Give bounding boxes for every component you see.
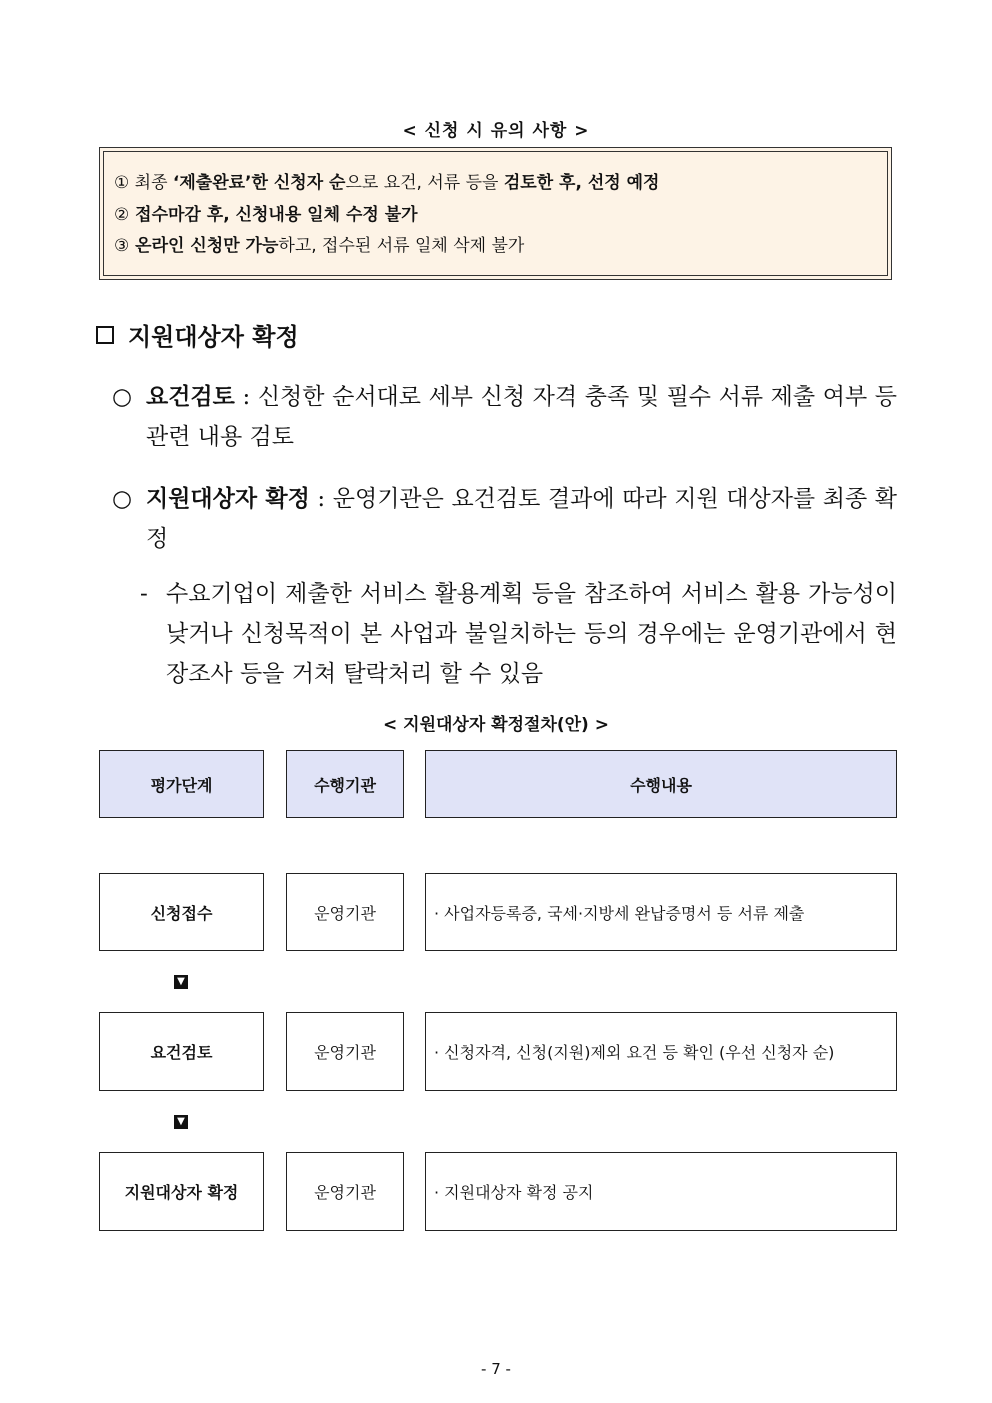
page-number: - 7 - <box>481 1360 511 1378</box>
org-cell: 운영기관 <box>286 873 404 951</box>
procedure-title: < 지원대상자 확정절차(안) > <box>382 715 609 735</box>
dash-bullet-icon: - <box>140 581 148 607</box>
org-cell: 운영기관 <box>286 1152 404 1231</box>
sub-bullet: - 수요기업이 제출한 서비스 활용계획 등을 참조하여 서비스 활용 가능성이 낮거나 신청목적이 본 사업과 불일치하는 등의 경우에는 운영기관에서 현장조사 등을 거쳐 탈락처리 할 수 있음 <box>140 574 897 694</box>
bullet-requirement-review: ○ 요건검토 : 신청한 순서대로 세부 신청 자격 충족 및 필수 서류 제출 여부 등 관련 내용 검토 <box>112 377 897 457</box>
notice-title: < 신청 시 유의 사항 > <box>402 121 590 141</box>
bullet-recipient-confirm: ○ 지원대상자 확정 : 운영기관은 요건검토 결과에 따라 지원 대상자를 최종 확정 <box>112 479 897 559</box>
arrow-down-icon: ▼ <box>174 975 188 989</box>
content-cell: · 지원대상자 확정 공지 <box>425 1152 897 1231</box>
content-cell: · 사업자등록증, 국세·지방세 완납증명서 등 서류 제출 <box>425 873 897 951</box>
org-cell: 운영기관 <box>286 1012 404 1091</box>
header-stage: 평가단계 <box>99 750 264 818</box>
stage-cell: 신청접수 <box>99 873 264 951</box>
stage-cell: 요건검토 <box>99 1012 264 1091</box>
circle-bullet-icon: ○ <box>112 384 133 410</box>
section-heading <box>96 317 299 352</box>
notice-item-1: ① 최종 ‘제출완료’한 신청자 순으로 요건, 서류 등을 검토한 후, 선정 예정 <box>114 173 660 193</box>
circle-bullet-icon: ○ <box>112 486 133 512</box>
header-org: 수행기관 <box>286 750 404 818</box>
header-content: 수행내용 <box>425 750 897 818</box>
content-cell: · 신청자격, 신청(지원)제외 요건 등 확인 (우선 신청자 순) <box>425 1012 897 1091</box>
notice-item-3: ③ 온라인 신청만 가능하고, 접수된 서류 일체 삭제 불가 <box>114 236 525 256</box>
notice-box <box>99 147 892 280</box>
section-title: 지원대상자 확정 <box>128 323 299 351</box>
arrow-down-icon: ▼ <box>174 1115 188 1129</box>
notice-item-2: ② 접수마감 후, 신청내용 일체 수정 불가 <box>114 204 418 225</box>
stage-cell: 지원대상자 확정 <box>99 1152 264 1231</box>
checkbox-square-icon <box>96 326 114 344</box>
